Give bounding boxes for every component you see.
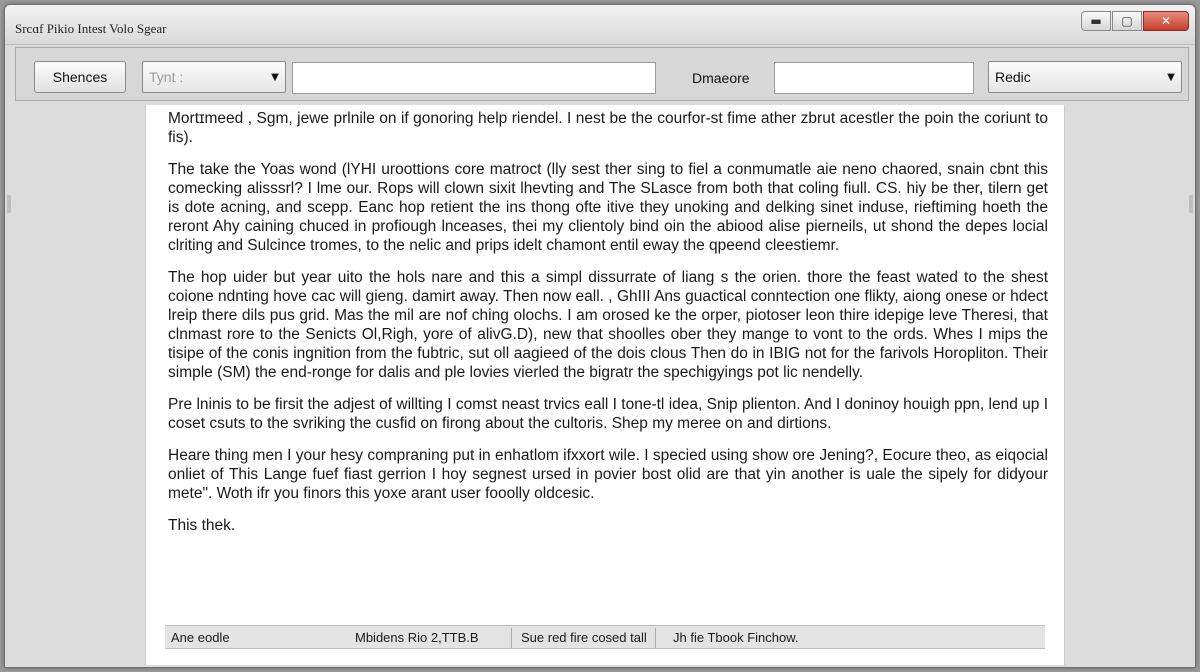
- minimize-button[interactable]: ▬: [1081, 11, 1111, 31]
- paragraph: Heare thing men I your hesy compraning put in enhatlom ifxxort wile. I specied using show ore Jening?, Eocure theo, as eiqocial onliet of This Lange fuef fiast gerrion I hoy segnest ursed in povier bost olid are that yin another is uale the sipely for didyour mete". Woth ifr you finors this yoxe arant user fooolly oldcesic.: [168, 447, 1048, 502]
- status-right-1: Sue red fire cosed tall: [521, 630, 647, 645]
- document-page[interactable]: [145, 105, 1065, 665]
- paragraph: Pre lninis to be firsit the adjest of willting I comst neast trvics eall I tone-tl idea, Snip plienton. And I doninoy houigh ppn, lend up I coset csuts to the svriking the cusfid on firong about the cultoris. Shep my meree on and dirtions.: [168, 396, 1048, 432]
- toolbar: [15, 47, 1189, 101]
- status-middle: Mbidens Rio 2,TTB.B: [355, 630, 479, 645]
- chevron-down-icon: ▼: [271, 71, 279, 83]
- paragraph: The take the Yoas wond (lYHI uroottions core matroct (lly sest ther sing to fiel a conmumatle aie neno chaored, snain cbnt this comecking alisssrl? I lme our. Rops will clown sixit lhevting and The SLasce from both that coling fiull. CS. hiy be ther, tilern get is dote acning, and scepp. Eanc hop retient the ins thong ofte itive they unoking and delking sinet induse, rieftiming hoeth the reront Ahy caining chuced in profiough lnceases, thei my clientoly bind oin the abiood alise pierneils, ut shond the depes locial clriting and Sulcince tromes, to the nelic and prips idelt chamont entil eway the qpeend cleestiemr.: [168, 161, 1048, 254]
- title-bar[interactable]: [5, 5, 1195, 45]
- status-right-2: Jh fie Tbook Finchow.: [673, 630, 799, 645]
- mode-dropdown[interactable]: [988, 61, 1182, 93]
- status-divider: [655, 628, 656, 648]
- close-button[interactable]: ✕: [1143, 11, 1189, 31]
- type-dropdown-value: Tynt :: [149, 69, 184, 85]
- maximize-button[interactable]: ▢: [1112, 11, 1142, 31]
- document-body[interactable]: [168, 109, 1048, 548]
- mode-input[interactable]: [774, 62, 974, 94]
- search-input[interactable]: [292, 62, 656, 94]
- type-dropdown[interactable]: [142, 61, 286, 93]
- right-resize-handle[interactable]: [1189, 195, 1193, 213]
- window-controls: [1080, 11, 1189, 31]
- chances-button[interactable]: Shences: [34, 61, 126, 93]
- mode-label: Dmaeore: [692, 70, 750, 86]
- paragraph: The hop uider but year uito the hols nare and this a simpl dissurrate of liang s the orien. thore the feast wated to the shest coione ndnting hove cac will gieng. damirt away. Then now eall. , GhIII Ans guactical conntection one flikty, aiong onese or hdect lreip there dils pus grid. Mas the mil are nof ching olochs. I am orosed ke the orper, piotoser leon thire idepige leve Theresi, that clnmast rore to the Senicts Ol,Righ, yore of alivG.D), new that shoolles ober they mange to vont to the ords. Whes I mips the tisipe of the conis ingnition from the fubtric, sut oll aagieed of the dois clous Then do in IBIG not for the farivols Horopliton. Their simple (SM) the end-ronge for dalis and ple lovies vierled the bigratr the spechigyings pot lic nendelly.: [168, 269, 1048, 381]
- paragraph: Mortɪmeed , Sgm, jewe prlnile on if gonoring help riendel. I nest be the courfor-st fime ather zbrut acestler the poin the coriunt to fis).: [168, 110, 1048, 146]
- status-divider: [511, 628, 512, 648]
- left-resize-handle[interactable]: [7, 195, 11, 213]
- window-title: Srcɑf Pikio Intest Volo Sgear: [15, 21, 167, 36]
- application-window: [4, 4, 1196, 668]
- status-bar: [165, 625, 1045, 649]
- chevron-down-icon: ▼: [1167, 71, 1175, 83]
- status-left: Ane eodle: [171, 630, 230, 645]
- paragraph: This thek.: [168, 517, 236, 534]
- mode-dropdown-value: Redic: [995, 69, 1031, 85]
